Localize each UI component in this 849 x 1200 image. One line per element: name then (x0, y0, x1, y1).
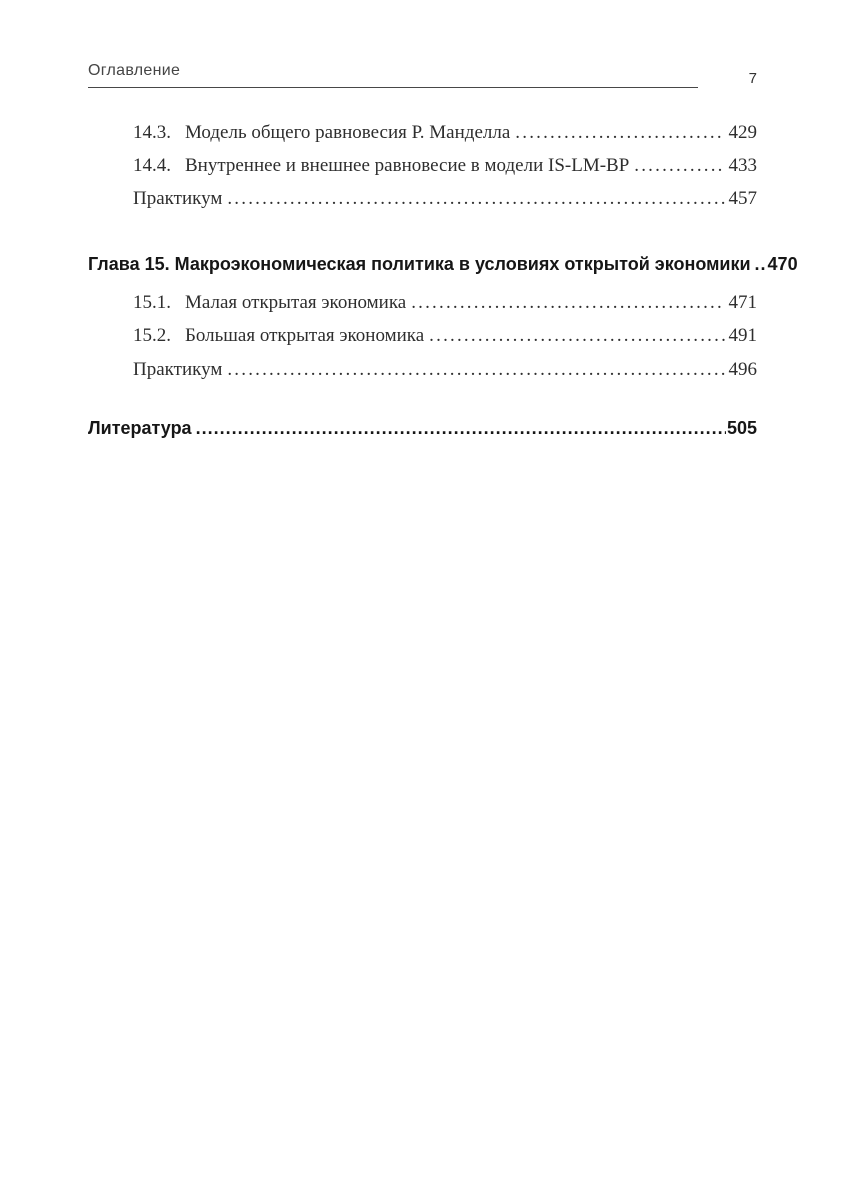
toc-entry (88, 154, 757, 178)
toc-entry-page: 433 (728, 155, 757, 176)
toc-entry-title: Внутреннее и внешнее равновесие в модели IS-LM-BP (185, 155, 630, 176)
toc-entry (88, 324, 757, 348)
toc-entry-page: 505 (726, 418, 757, 438)
toc-entry-title: Практикум (133, 359, 223, 380)
toc-entry-chapter (88, 417, 757, 440)
dot-leader (634, 154, 724, 178)
toc-entry (88, 187, 757, 211)
dot-leader (196, 417, 726, 440)
toc-entry-label: 14.3. (133, 122, 171, 143)
dot-leader (227, 187, 724, 211)
toc-entry-title: Модель общего равновесия Р. Манделла (185, 122, 511, 143)
toc-entry (88, 291, 757, 315)
toc-entry-page: 429 (728, 122, 757, 143)
running-header-title: Оглавление (88, 62, 181, 79)
toc-entry-label: 15.1. (133, 292, 171, 313)
toc-entry-page: 471 (728, 292, 757, 313)
dot-leader (429, 324, 724, 348)
toc-entry-title: Большая открытая экономика (185, 325, 425, 346)
toc-entry-title: Практикум (133, 188, 223, 209)
toc-entry-page: 496 (728, 359, 757, 380)
dot-leader (411, 291, 724, 315)
toc-entry-label: 14.4. (133, 155, 171, 176)
toc-entry (88, 121, 757, 145)
toc-entry-title: Литература (88, 418, 192, 438)
toc-entry-chapter (88, 253, 798, 276)
toc-entry-label: 15.2. (133, 325, 171, 346)
page-number: 7 (748, 70, 757, 87)
toc-entry-title: Малая открытая экономика (185, 292, 407, 313)
dot-leader (227, 358, 724, 382)
dot-leader (515, 121, 724, 145)
toc-entry (88, 358, 757, 382)
toc-entry-page: 491 (728, 325, 757, 346)
header-divider (88, 87, 698, 88)
dot-leader (755, 253, 767, 276)
toc-entry-title: Глава 15. Макроэкономическая политика в условиях открытой экономики (88, 254, 751, 274)
toc-entry-page: 457 (728, 188, 757, 209)
toc-entry-page: 470 (767, 254, 798, 274)
